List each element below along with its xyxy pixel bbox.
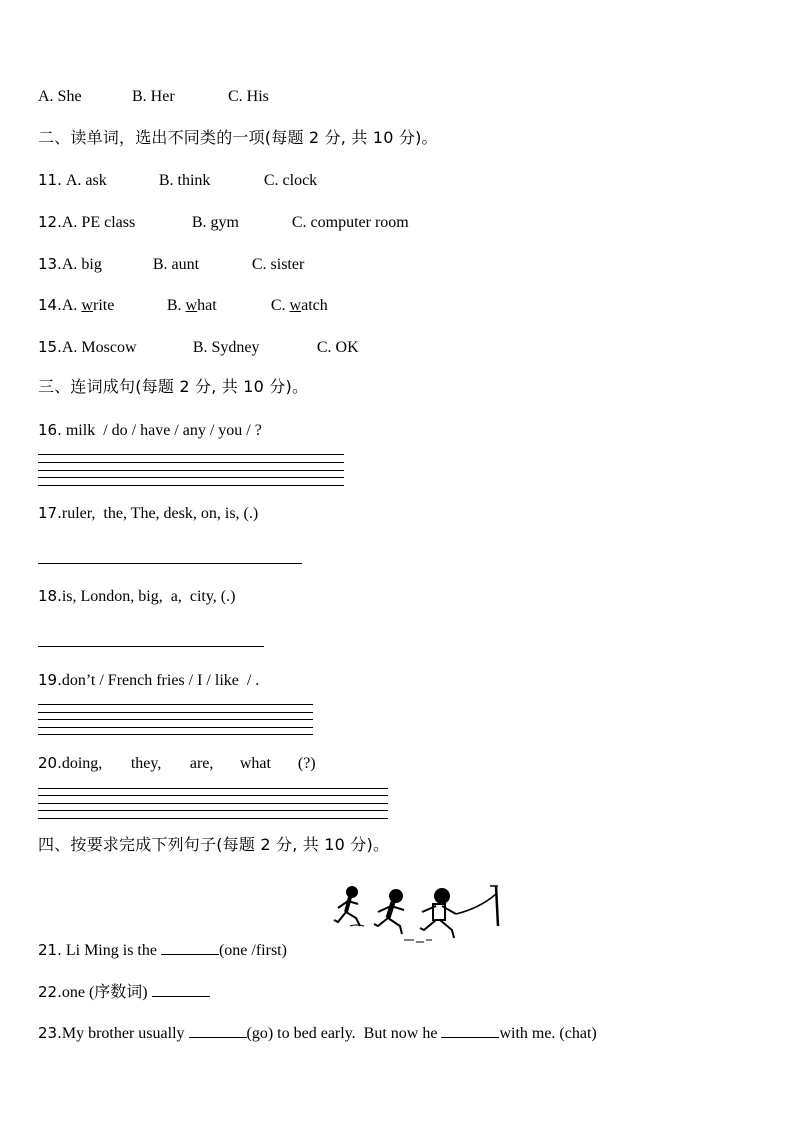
q12-option-b: B. gym (191, 214, 239, 231)
section2-title: 二、读单词，选出不同类的一项(每题 2 分, 共 10 分)。 (38, 128, 438, 147)
q20-answer-line-1[interactable] (38, 788, 388, 789)
q20-answer-line-4[interactable] (38, 810, 388, 811)
q22-answer-blank[interactable] (152, 982, 210, 997)
q16-answer-line-4[interactable] (38, 477, 344, 478)
q20-answer-line-5[interactable] (38, 818, 388, 819)
section4-title: 四、按要求完成下列句子(每题 2 分, 共 10 分)。 (38, 835, 390, 854)
q16 (38, 420, 262, 441)
q23-text-1: My brother usually (61, 1025, 189, 1042)
q18-number: 18. (38, 587, 62, 605)
q13-number: 13. (38, 255, 62, 273)
q20 (38, 753, 316, 774)
q19-answer-line-4[interactable] (38, 727, 313, 728)
q20-word-5: (?) (297, 755, 316, 772)
q13-option-b: B. aunt (152, 256, 200, 273)
q15-option-b: B. Sydney (192, 339, 260, 356)
q12 (38, 212, 409, 233)
q21-answer-blank[interactable] (161, 940, 219, 955)
q14-a-rest: rite (92, 297, 115, 314)
q13-option-c: C. sister (251, 256, 305, 273)
q19-answer-line-1[interactable] (38, 704, 313, 705)
q15-number: 15. (38, 338, 62, 356)
q11-option-b: B. think (158, 172, 211, 189)
section3-title: 三、连词成句(每题 2 分, 共 10 分)。 (38, 377, 309, 396)
q19-answer-line-5[interactable] (38, 734, 313, 735)
q17-text: ruler, the, The, desk, on, is, (.) (61, 505, 259, 522)
q22 (38, 982, 210, 1003)
q14-option-c (271, 296, 328, 316)
q23 (38, 1023, 597, 1044)
q14-c-underlined: w (289, 297, 302, 314)
q12-number: 12. (38, 213, 62, 231)
q19-answer-line-2[interactable] (38, 712, 313, 713)
q23-answer-blank-1[interactable] (189, 1023, 247, 1038)
q22-number: 22. (38, 983, 62, 1001)
q21-text: Li Ming is the (61, 942, 161, 959)
q14-c-prefix: C. (270, 297, 290, 314)
q17-answer-line[interactable] (38, 563, 302, 564)
q11 (38, 170, 317, 191)
q13-option-a: A. big (61, 256, 102, 273)
q14-a-prefix: A. (61, 297, 82, 314)
q11-option-a: A. ask (65, 172, 107, 189)
q19-text: don’t / French fries / I / like / . (61, 672, 260, 689)
q16-number: 16. (38, 421, 62, 439)
q19-number: 19. (38, 671, 62, 689)
q15-option-a: A. Moscow (61, 339, 137, 356)
q16-text: milk / do / have / any / you / ? (61, 422, 262, 439)
q23-number: 23. (38, 1024, 62, 1042)
q10-option-b: B. Her (132, 88, 175, 105)
q23-text-3: with me. (chat) (499, 1025, 597, 1042)
q11-option-c: C. clock (263, 172, 318, 189)
q20-word-4: what (239, 755, 271, 772)
q20-answer-line-2[interactable] (38, 795, 388, 796)
q23-text-2: (go) to bed early. But now he (246, 1025, 442, 1042)
q18-answer-line[interactable] (38, 646, 264, 647)
q10-options (38, 87, 269, 107)
q14-b-rest: hat (197, 297, 217, 314)
q14 (38, 295, 328, 316)
q14-b-underlined: w (185, 297, 198, 314)
q21-hint: (one /first) (218, 942, 287, 959)
runner-figure-3 (420, 889, 456, 938)
q20-answer-line-3[interactable] (38, 803, 388, 804)
q20-word-3: are, (189, 755, 214, 772)
q16-answer-line-1[interactable] (38, 454, 344, 455)
q14-c-rest: atch (301, 297, 328, 314)
q14-number: 14. (38, 296, 62, 314)
q13 (38, 254, 304, 275)
q15-option-c: C. OK (316, 339, 359, 356)
q12-option-c: C. computer room (291, 214, 409, 231)
runner-figure-1 (334, 887, 360, 926)
q20-number: 20. (38, 754, 62, 772)
q16-answer-line-3[interactable] (38, 470, 344, 471)
q22-text: one (序数词) (61, 984, 152, 1001)
q11-number: 11. (38, 171, 62, 189)
q15 (38, 337, 359, 358)
q18 (38, 586, 235, 607)
q14-option-a (62, 296, 167, 316)
q18-text: is, London, big, a, city, (.) (61, 588, 236, 605)
running-race-illustration (330, 882, 505, 948)
q20-word-2: they, (130, 755, 162, 772)
q21 (38, 940, 287, 961)
q10-option-c: C. His (228, 88, 269, 105)
q16-answer-line-5[interactable] (38, 485, 344, 486)
q21-number: 21. (38, 941, 62, 959)
runner-figure-2 (374, 890, 404, 934)
q14-b-prefix: B. (166, 297, 186, 314)
q10-option-a: A. She (38, 88, 82, 105)
q17-number: 17. (38, 504, 62, 522)
q19-answer-line-3[interactable] (38, 719, 313, 720)
q17 (38, 503, 258, 524)
q23-answer-blank-2[interactable] (441, 1023, 499, 1038)
q19 (38, 670, 259, 691)
q14-a-underlined: w (81, 297, 93, 314)
q20-word-1: doing, (61, 755, 103, 772)
q12-option-a: A. PE class (61, 214, 136, 231)
q16-answer-line-2[interactable] (38, 462, 344, 463)
q14-option-b (167, 296, 271, 316)
